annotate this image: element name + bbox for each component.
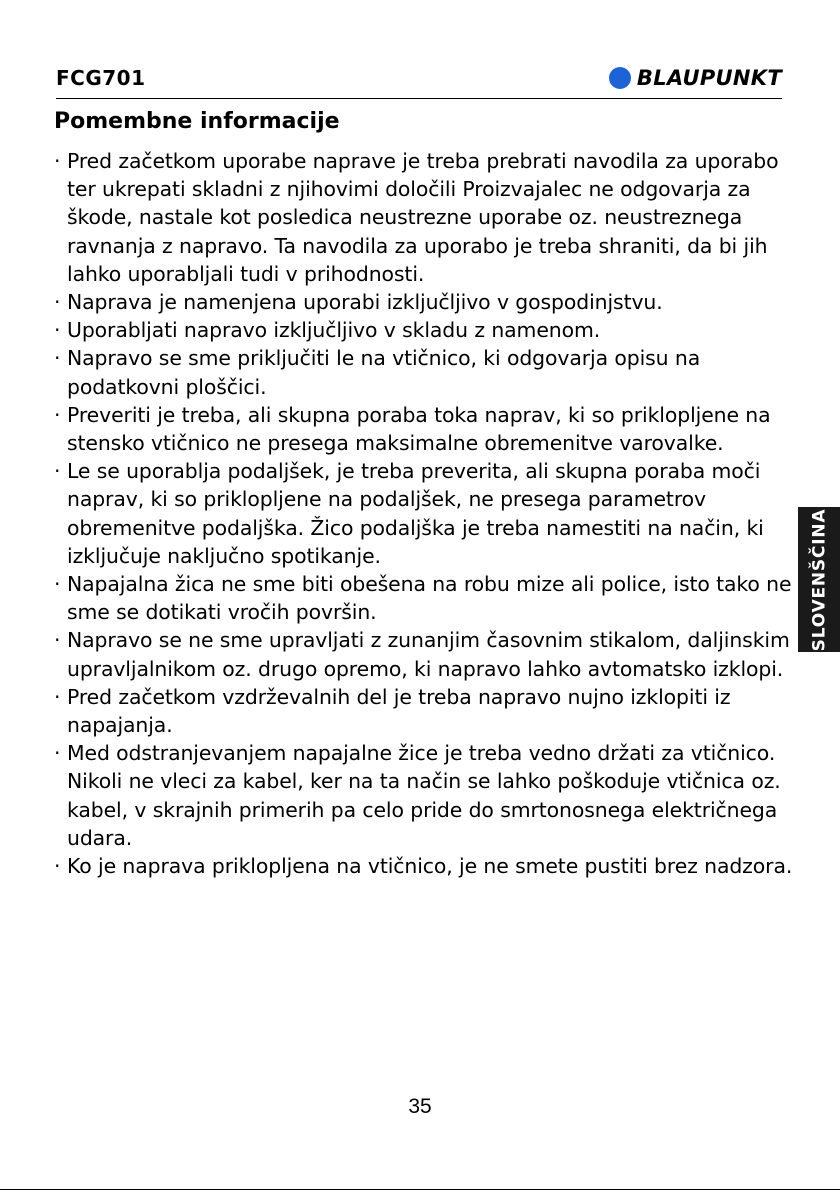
bullet-icon: · <box>54 149 61 173</box>
bullet-icon: · <box>54 346 61 371</box>
list-item-text: Med odstranjevanjem napajalne žice je treba vedno držati za vtičnico. Nikoli ne vleci za kabel, ker na ta način se lahko poškoduje vtičnica oz. kabel, v skrajnih primerih pa celo pride do smrtonosnega električnega udara. <box>67 741 781 850</box>
bullet-icon: · <box>54 318 61 343</box>
list-item-text: Pred začetkom vzdrževalnih del je treba napravo nujno izklopiti iz napajanja. <box>67 684 731 738</box>
brand-dot-icon <box>609 67 631 89</box>
bullet-icon: · <box>54 628 61 653</box>
list-item-text: Uporabljati napravo izključljivo v skladu z namenom. <box>67 318 601 343</box>
bullet-icon: · <box>54 854 61 879</box>
list-item <box>54 626 794 682</box>
list-item <box>54 852 794 880</box>
bullet-icon: · <box>54 741 61 766</box>
bottom-divider <box>0 1189 840 1190</box>
brand-logo <box>609 65 782 91</box>
list-item <box>54 457 794 570</box>
list-item-text: Le se uporablja podaljšek, je treba preverita, ali skupna poraba moči naprav, ki so priklopljene na podaljšek, ne presega parametrov obremenitve podaljška. Žico podaljška je treba namestiti na način, ki izključuje naključno spotikanje. <box>67 459 764 568</box>
list-item <box>54 683 794 739</box>
brand-name: BLAUPUNKT <box>636 66 782 90</box>
list-item <box>54 147 794 288</box>
model-number: FCG701 <box>56 66 146 90</box>
language-tab-label: SLOVENŠČINA <box>809 508 830 651</box>
list-item-text: Naprava je namenjena uporabi izključljivo v gospodinjstvu. <box>67 290 663 315</box>
list-item <box>54 739 794 852</box>
info-list <box>54 147 794 880</box>
list-item-text: Preveriti je treba, ali skupna poraba toka naprav, ki so priklopljene na stensko vtičnico ne presega maksimalne obremenitve varovalke. <box>67 402 771 456</box>
list-item-text: Napajalna žica ne sme biti obešena na robu mize ali police, isto tako ne sme se dotikati vročih površin. <box>67 572 792 625</box>
page-header <box>56 64 782 99</box>
list-item <box>54 570 794 626</box>
list-item-text: Napravo se sme priključiti le na vtičnico, ki odgovarja opisu na podatkovni ploščici. <box>67 346 701 399</box>
bullet-icon: · <box>54 572 61 597</box>
bullet-icon: · <box>54 402 61 427</box>
section-title: Pomembne informacije <box>54 109 340 134</box>
list-item-text: Napravo se ne sme upravljati z zunanjim časovnim stikalom, daljinskim upravljalnikom oz. drugo opremo, ki napravo lahko avtomatsko izklopi. <box>67 628 790 681</box>
list-item-text: Ko je naprava priklopljena na vtičnico, je ne smete pustiti brez nadzora. <box>67 854 793 879</box>
bullet-icon: · <box>54 459 61 484</box>
bullet-icon: · <box>54 684 61 709</box>
list-item <box>54 288 794 316</box>
list-item-text: Pred začetkom uporabe naprave je treba prebrati navodila za uporabo ter ukrepati skladni z njihovimi določili Proizvajalec ne odgovarja za škode, nastale kot posledica neustrezne uporabe oz. neustreznega ravnanja z napravo. Ta navodila za uporabo je treba shraniti, da bi jih lahko uporabljali tudi v prihodnosti. <box>67 149 779 286</box>
list-item <box>54 316 794 344</box>
list-item <box>54 401 794 457</box>
page-number: 35 <box>408 1095 432 1118</box>
bullet-icon: · <box>54 290 61 315</box>
list-item <box>54 344 794 400</box>
language-tab <box>798 507 840 652</box>
